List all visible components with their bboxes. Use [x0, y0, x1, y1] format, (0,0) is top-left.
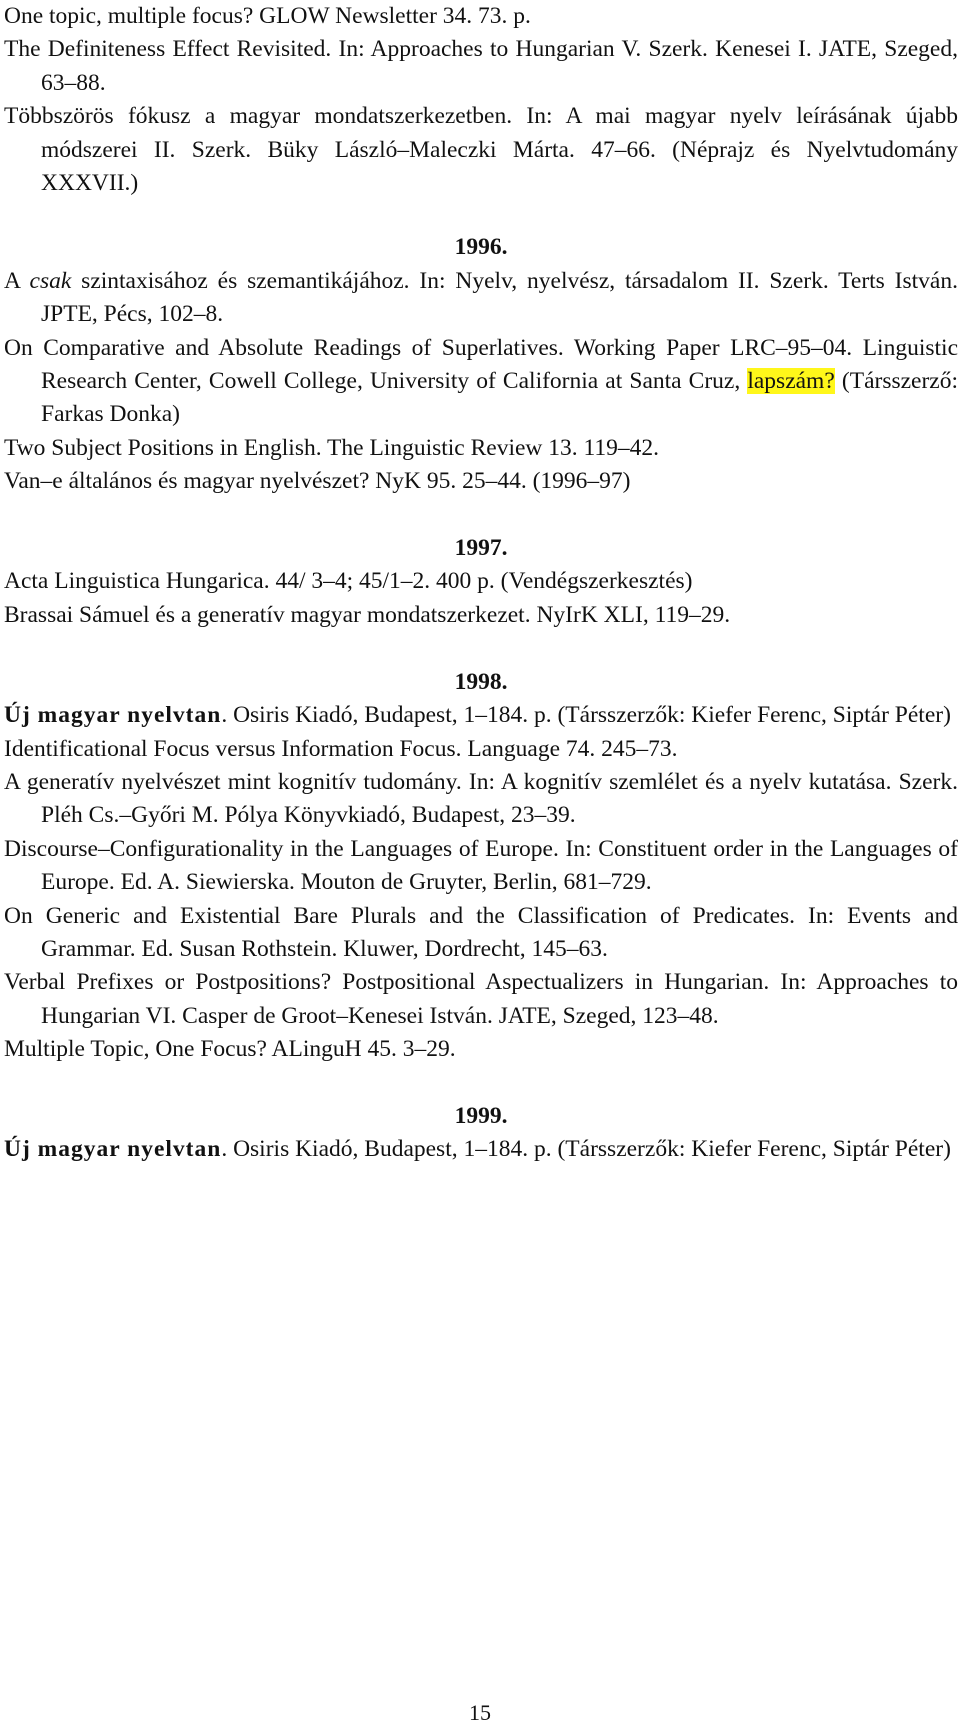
year-heading-1999: 1999. — [454, 1102, 508, 1129]
bib-entry: Acta Linguistica Hungarica. 44/ 3–4; 45/1–2. 400 p. (Vendégszerkesztés) — [4, 568, 693, 595]
year-heading-1996: 1996. — [454, 234, 508, 261]
bib-entry: Identificational Focus versus Information Focus. Language 74. 245–73. — [4, 735, 678, 762]
page-number: 15 — [469, 1700, 491, 1725]
bib-entry: Two Subject Positions in English. The Linguistic Review 13. 119–42. — [4, 434, 660, 461]
bib-entry: Discourse–Configurationality in the Languages of Europe. In: Constituent order in the Languages of Europe. Ed. A. Siewierska. Mouton de Gruyter, Berlin, 681–729. — [4, 835, 958, 896]
book-title: Új magyar nyelvtan — [4, 1136, 222, 1163]
bib-entry — [4, 1133, 958, 1166]
entry-text: . Osiris Kiadó, Budapest, 1–184. p. (Társszerzők: Kiefer Ferenc, Siptár Péter) — [221, 702, 951, 729]
bib-entry: Multiple Topic, One Focus? ALinguH 45. 3–29. — [4, 1036, 456, 1063]
bib-entry: Brassai Sámuel és a generatív magyar mondatszerkezet. NyIrK XLI, 119–29. — [4, 601, 731, 628]
entry-text: A — [4, 267, 30, 294]
highlighted-text: lapszám? — [747, 368, 835, 395]
bib-entry: Többszörös fókusz a magyar mondatszerkezetben. In: A mai magyar nyelv leírásának újabb módszerei II. Szerk. Büky László–Maleczki Márta. 47–66. (Néprajz és Nyelvtudomány XXXVII.) — [4, 103, 958, 197]
bib-entry — [4, 332, 958, 432]
entry-text: (Társszerző: Farkas Donka) — [41, 368, 959, 428]
bib-entry: A generatív nyelvészet mint kognitív tudomány. In: A kognitív szemlélet és a nyelv kutatása. Szerk. Pléh Cs.–Győri M. Pólya Könyvkiadó, Budapest, 23–39. — [4, 768, 958, 829]
bib-entry — [4, 699, 958, 732]
year-heading-1997: 1997. — [454, 535, 508, 562]
entry-text: szintaxisához és szemantikájához. In: Nyelv, nyelvész, társadalom II. Szerk. Terts István. JPTE, Pécs, 102–8. — [41, 267, 958, 328]
bibliography — [4, 0, 958, 1167]
bib-entry: One topic, multiple focus? GLOW Newsletter 34. 73. p. — [4, 3, 531, 29]
bib-entry: The Definiteness Effect Revisited. In: Approaches to Hungarian V. Szerk. Kenesei I. JATE, Szeged, 63–88. — [4, 36, 958, 96]
entry-text: . Osiris Kiadó, Budapest, 1–184. p. (Társszerzők: Kiefer Ferenc, Siptár Péter) — [221, 1136, 951, 1163]
book-title: Új magyar nyelvtan — [4, 702, 222, 729]
bib-entry: Van–e általános és magyar nyelvészet? NyK 95. 25–44. (1996–97) — [4, 468, 631, 495]
bib-entry: Verbal Prefixes or Postpositions? Postpositional Aspectualizers in Hungarian. In: Approaches to Hungarian VI. Casper de Groot–Kenesei István. JATE, Szeged, 123–48. — [4, 969, 958, 1029]
bib-entry: On Generic and Existential Bare Plurals and the Classification of Predicates. In: Events and Grammar. Ed. Susan Rothstein. Kluwer, Dordrecht, 145–63. — [4, 902, 958, 962]
bib-entry — [4, 265, 958, 332]
italic-term: csak — [29, 267, 72, 294]
year-heading-1998: 1998. — [454, 668, 508, 695]
entry-text: On Comparative and Absolute Readings of Superlatives. Working Paper LRC–95–04. Linguistic Research Center, Cowell College, University of California at Santa Cruz, — [4, 334, 958, 395]
